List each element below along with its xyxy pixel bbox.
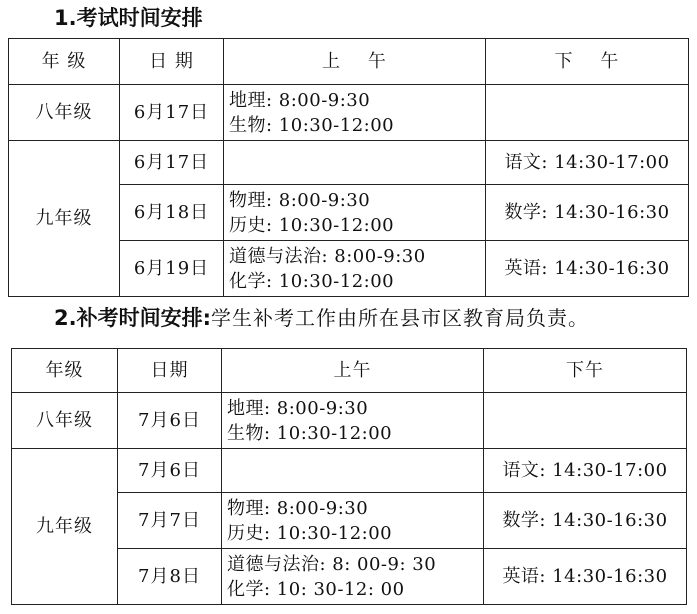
date-cell: 6月18日 xyxy=(120,185,224,241)
header-grade: 年级 xyxy=(12,349,118,393)
grade-cell: 八年级 xyxy=(9,85,120,141)
am-subject: 生物: 10:30-12:00 xyxy=(227,422,393,444)
pm-cell: 数学: 14:30-16:30 xyxy=(484,493,687,549)
section2-label: 2.补考时间安排: xyxy=(54,306,211,330)
section1-title: 1.考试时间安排 xyxy=(54,6,203,30)
table-row xyxy=(9,85,689,141)
table-header-row xyxy=(12,349,687,393)
header-pm: 下午 xyxy=(484,349,687,393)
header-am: 上午 xyxy=(222,349,484,393)
table-row xyxy=(12,393,687,449)
pm-cell: 语文: 14:30-17:00 xyxy=(486,141,689,185)
am-cell xyxy=(222,493,484,549)
table-row xyxy=(9,141,689,185)
am-subject: 物理: 8:00-9:30 xyxy=(229,189,371,211)
grade-cell: 八年级 xyxy=(12,393,118,449)
am-subject: 道德与法治: 8: 00-9: 30 xyxy=(227,553,437,575)
am-subject: 地理: 8:00-9:30 xyxy=(227,397,369,419)
pm-cell: 英语: 14:30-16:30 xyxy=(486,241,689,297)
am-subject: 化学: 10:30-12:00 xyxy=(229,270,395,292)
am-cell xyxy=(224,185,486,241)
pm-cell xyxy=(486,85,689,141)
header-grade: 年 级 xyxy=(9,39,120,85)
date-cell: 7月6日 xyxy=(118,449,222,493)
grade-cell: 九年级 xyxy=(12,449,118,605)
pm-cell xyxy=(484,393,687,449)
section2-note: 学生补考工作由所在县市区教育局负责。 xyxy=(211,306,589,330)
date-cell: 6月17日 xyxy=(120,141,224,185)
header-pm: 下 午 xyxy=(486,39,689,85)
date-cell: 7月6日 xyxy=(118,393,222,449)
am-cell xyxy=(224,85,486,141)
exam-schedule-table xyxy=(8,38,689,297)
am-cell xyxy=(222,549,484,605)
am-subject: 物理: 8:00-9:30 xyxy=(227,497,369,519)
am-subject: 生物: 10:30-12:00 xyxy=(229,114,395,136)
am-subject: 地理: 8:00-9:30 xyxy=(229,89,371,111)
am-cell xyxy=(224,241,486,297)
pm-cell: 英语: 14:30-16:30 xyxy=(484,549,687,605)
date-cell: 6月17日 xyxy=(120,85,224,141)
header-am: 上 午 xyxy=(224,39,486,85)
makeup-schedule-table xyxy=(11,348,687,605)
grade-cell: 九年级 xyxy=(9,141,120,297)
am-cell xyxy=(222,393,484,449)
table-header-row xyxy=(9,39,689,85)
am-subject: 历史: 10:30-12:00 xyxy=(229,214,395,236)
pm-cell: 语文: 14:30-17:00 xyxy=(484,449,687,493)
date-cell: 7月7日 xyxy=(118,493,222,549)
table-row xyxy=(12,449,687,493)
date-cell: 6月19日 xyxy=(120,241,224,297)
date-cell: 7月8日 xyxy=(118,549,222,605)
am-subject: 道德与法治: 8:00-9:30 xyxy=(229,245,426,267)
header-date: 日 期 xyxy=(120,39,224,85)
am-cell xyxy=(224,141,486,185)
pm-cell: 数学: 14:30-16:30 xyxy=(486,185,689,241)
am-subject: 化学: 10: 30-12: 00 xyxy=(227,578,405,600)
header-date: 日期 xyxy=(118,349,222,393)
am-subject: 历史: 10:30-12:00 xyxy=(227,522,393,544)
section2-title xyxy=(54,302,589,332)
am-cell xyxy=(222,449,484,493)
